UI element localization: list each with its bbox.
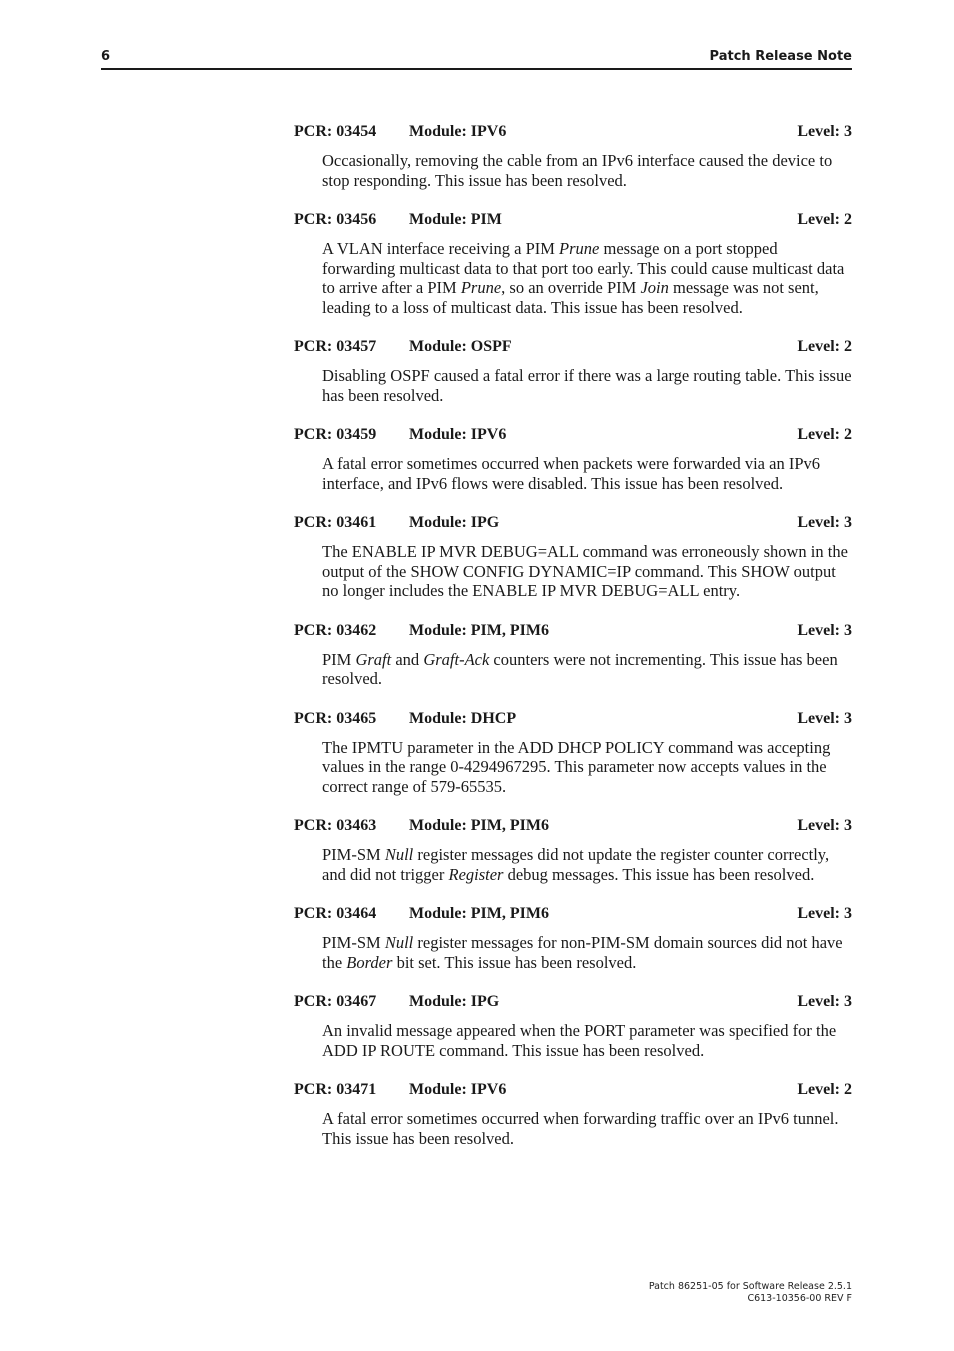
pcr-module: Module: IPV6 [409, 426, 507, 443]
pcr-entry [294, 621, 852, 689]
pcr-entry-heading [294, 122, 852, 142]
description-text: PIM [322, 649, 356, 669]
pcr-entry [294, 122, 852, 190]
pcr-entry-heading [294, 1080, 852, 1100]
pcr-number: PCR: 03465 [294, 709, 377, 727]
description-emphasis: Border [346, 952, 393, 972]
pcr-entry [294, 337, 852, 405]
description-text: message on a port stopped forwarding multicast data to that port too early. This could cause multicast data to arrive after a PIM [322, 239, 845, 297]
description-text: A fatal error sometimes occurred when forwarding traffic over an IPv6 tunnel. This issue has been resolved. [322, 1109, 839, 1148]
pcr-number: PCR: 03463 [294, 817, 377, 834]
pcr-level: Level: 3 [797, 709, 852, 727]
pcr-entry-heading [294, 210, 852, 230]
pcr-module: Module: IPV6 [409, 123, 507, 140]
pcr-module: Module: IPG [409, 514, 500, 531]
pcr-entry [294, 513, 852, 601]
pcr-level: Level: 2 [797, 1081, 852, 1098]
page-number: 6 [101, 49, 111, 64]
pcr-entry-heading [294, 992, 852, 1012]
pcr-module: Module: IPV6 [409, 1081, 507, 1098]
description-text: message was not sent, leading to a loss of multicast data. This issue has been resolved. [322, 278, 819, 317]
description-text: register messages for non-PIM-SM domain sources did not have the [322, 933, 843, 972]
description-text: Occasionally, removing the cable from an IPv6 interface caused the device to stop responding. This issue has been resolved. [322, 151, 833, 190]
pcr-description [322, 542, 852, 601]
footer-document-code: C613-10356-00 REV F [747, 1293, 852, 1304]
pcr-description [322, 650, 852, 689]
page-header [101, 48, 852, 68]
pcr-entry-heading [294, 816, 852, 836]
pcr-description [322, 845, 852, 884]
pcr-entry-heading [294, 337, 852, 357]
pcr-module: Module: PIM, PIM6 [409, 905, 549, 922]
pcr-module: Module: PIM [409, 211, 502, 228]
description-emphasis: Register [448, 864, 504, 884]
description-emphasis: Prune [460, 278, 502, 297]
pcr-entry [294, 816, 852, 884]
pcr-module: Module: DHCP [409, 709, 517, 727]
pcr-module: Module: PIM, PIM6 [409, 817, 549, 834]
description-text: counters were not incrementing. This issue has been resolved. [322, 649, 838, 688]
description-text: register messages did not update the register counter correctly, and did not trigger [322, 845, 830, 884]
pcr-level: Level: 2 [797, 426, 852, 443]
pcr-module: Module: OSPF [409, 338, 512, 355]
pcr-number: PCR: 03464 [294, 905, 377, 922]
description-text: , so an override PIM [501, 278, 641, 297]
pcr-number: PCR: 03461 [294, 514, 377, 531]
description-text: The ENABLE IP MVR DEBUG=ALL command was erroneously shown in the output of the SHOW CONFIG DYNAMIC=IP command. This SHOW output no longer includes the ENABLE IP MVR DEBUG=ALL entry. [322, 542, 848, 600]
description-emphasis: Graft-Ack [423, 649, 490, 669]
pcr-number: PCR: 03462 [294, 621, 377, 639]
pcr-number: PCR: 03456 [294, 211, 377, 228]
description-text: and [391, 649, 424, 669]
description-text: The IPMTU parameter in the ADD DHCP POLICY command was accepting values in the range 0-4294967295. This parameter now accepts values in the correct range of 579-65535. [322, 737, 831, 796]
description-text: A VLAN interface receiving a PIM [322, 239, 560, 258]
pcr-number: PCR: 03459 [294, 426, 377, 443]
description-text: An invalid message appeared when the PORT parameter was specified for the ADD IP ROUTE command. This issue has been resolved. [322, 1021, 837, 1060]
pcr-description [322, 366, 852, 405]
header-divider [101, 68, 852, 70]
pcr-level: Level: 3 [797, 123, 852, 140]
pcr-level: Level: 3 [797, 621, 852, 639]
pcr-level: Level: 3 [797, 993, 852, 1010]
pcr-entry-heading [294, 425, 852, 445]
pcr-description [322, 151, 852, 190]
pcr-description [322, 1021, 852, 1060]
pcr-entry [294, 709, 852, 797]
description-text: debug messages. This issue has been resolved. [503, 864, 815, 884]
pcr-level: Level: 2 [797, 338, 852, 355]
pcr-entry [294, 210, 852, 317]
document-title: Patch Release Note [709, 49, 852, 64]
page-footer [649, 1281, 852, 1305]
pcr-number: PCR: 03454 [294, 123, 377, 140]
description-emphasis: Graft [355, 649, 392, 669]
description-text: PIM-SM [322, 933, 385, 952]
description-emphasis: Null [384, 845, 414, 864]
pcr-entry [294, 992, 852, 1060]
pcr-level: Level: 3 [797, 905, 852, 922]
pcr-description [322, 454, 852, 493]
description-text: PIM-SM [322, 845, 385, 864]
pcr-number: PCR: 03467 [294, 993, 377, 1010]
pcr-module: Module: PIM, PIM6 [409, 621, 549, 639]
pcr-level: Level: 3 [797, 514, 852, 531]
pcr-entry [294, 425, 852, 493]
pcr-description [322, 933, 852, 972]
description-text: Disabling OSPF caused a fatal error if there was a large routing table. This issue has been resolved. [322, 366, 852, 405]
pcr-entry-heading [294, 709, 852, 729]
pcr-description [322, 738, 852, 797]
pcr-module: Module: IPG [409, 993, 500, 1010]
pcr-entry [294, 1080, 852, 1148]
pcr-number: PCR: 03471 [294, 1081, 377, 1098]
pcr-entry-heading [294, 621, 852, 641]
pcr-level: Level: 3 [797, 817, 852, 834]
description-text: bit set. This issue has been resolved. [392, 952, 637, 972]
description-text: A fatal error sometimes occurred when packets were forwarded via an IPv6 interface, and IPv6 flows were disabled. This issue has been resolved. [322, 454, 821, 493]
pcr-description [322, 239, 852, 317]
pcr-entry-heading [294, 904, 852, 924]
description-emphasis: Join [640, 278, 669, 297]
pcr-number: PCR: 03457 [294, 338, 377, 355]
pcr-entry [294, 904, 852, 972]
description-emphasis: Prune [559, 239, 600, 258]
footer-release-line: Patch 86251-05 for Software Release 2.5.1 [648, 1281, 852, 1292]
pcr-level: Level: 2 [797, 211, 852, 228]
pcr-entry-heading [294, 513, 852, 533]
pcr-list [294, 122, 852, 1168]
pcr-description [322, 1109, 852, 1148]
description-emphasis: Null [384, 933, 414, 952]
